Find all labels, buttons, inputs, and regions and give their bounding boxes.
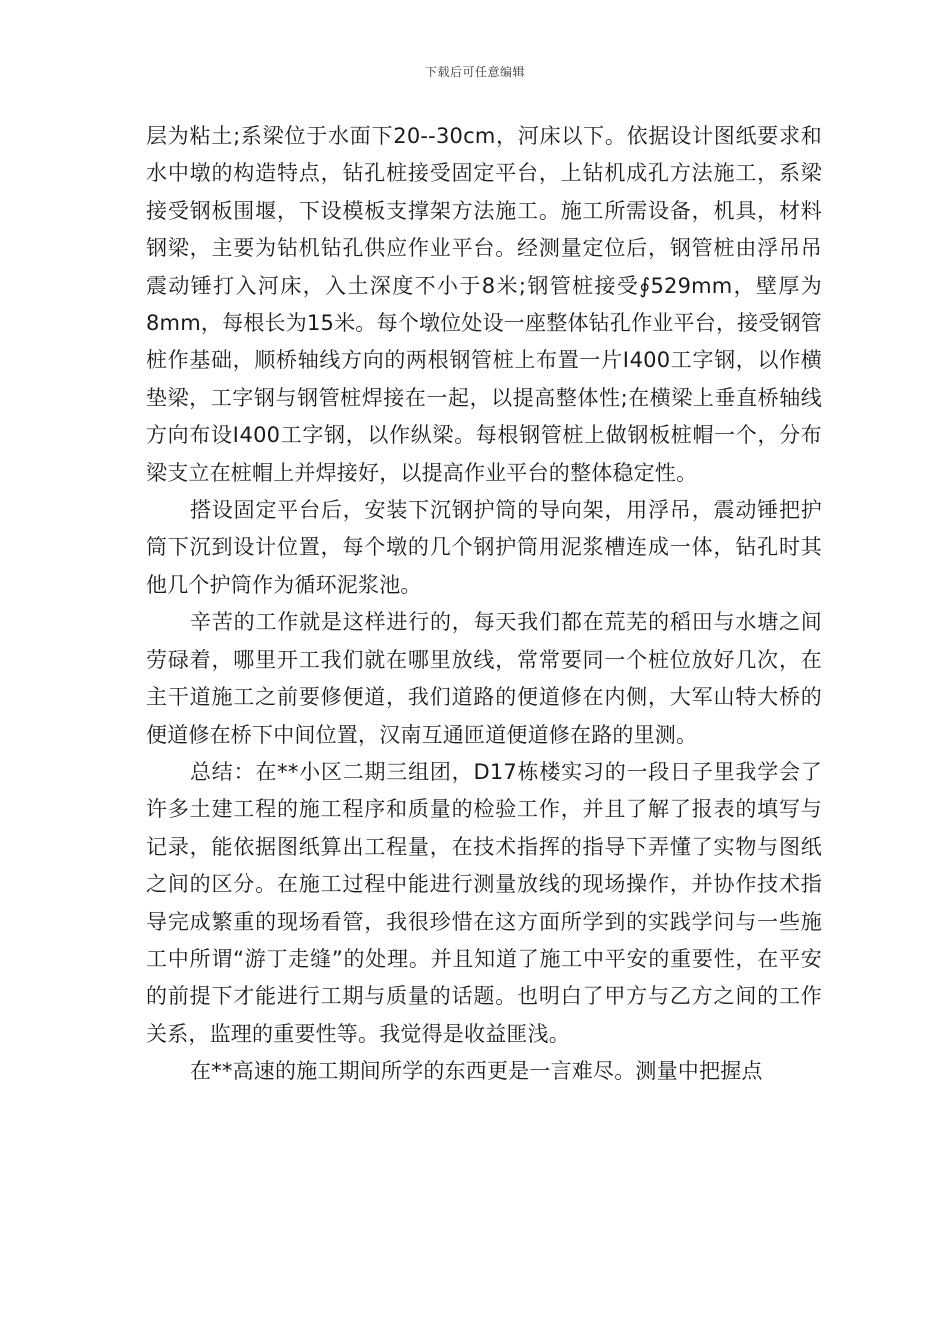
paragraph-highway: 在**高速的施工期间所学的东西更是一言难尽。测量中把握点 [190,1059,763,1084]
paragraph-continuation: 层为粘土;系梁位于水面下20--30cm，河床以下。依据设计图纸要求和水中墩的构造特点，钻孔桩接受固定平台，上钻机成孔方法施工，系梁接受钢板围堰，下设模板支撑架方法施工。施工所需设备，机具，材料钢梁，主要为钻机钻孔供应作业平台。经测量定位后，钢管桩由浮吊吊震动锤打入河床，入土深度不小于8米;钢管桩接受∮529mm，壁厚为8mm，每根长为15米。每个墩位处设一座整体钻孔作业平台，接受钢管桩作基础，顺桥轴线方向的两根钢管桩上布置一片Ⅰ400工字钢，以作横垫梁，工字钢与钢管桩焊接在一起，以提高整体性;在横梁上垂直桥轴线方向布设Ⅰ400工字钢，以作纵梁。每根钢管桩上做钢板桩帽一个，分布梁支立在桩帽上并焊接好，以提高作业平台的整体稳定性。 [146,124,822,485]
paragraph-platform: 搭设固定平台后，安装下沉钢护筒的导向架，用浮吊，震动锤把护筒下沉到设计位置，每个墩的几个钢护筒用泥浆槽连成一体，钻孔时其他几个护筒作为循环泥浆池。 [146,498,822,597]
paragraph-work: 辛苦的工作就是这样进行的，每天我们都在荒芜的稻田与水塘之间劳碌着，哪里开工我们就在哪里放线，常常要同一个桩位放好几次，在主干道施工之前要修便道，我们道路的便道修在内侧，大军山特大桥的便道修在桥下中间位置，汉南互通匝道便道修在路的里测。 [146,610,822,747]
paragraph-summary: 总结：在**小区二期三组团，D17栋楼实习的一段日子里我学会了许多土建工程的施工程序和质量的检验工作，并且了解了报表的填写与记录，能依据图纸算出工程量，在技术指挥的指导下弄懂了实物与图纸之间的区分。在施工过程中能进行测量放线的现场操作，并协作技术指导完成繁重的现场看管，我很珍惜在这方面所学到的实践学问与一些施工中所谓“游丁走缝”的处理。并且知道了施工中平安的重要性，在平安的前提下才能进行工期与质量的话题。也明白了甲方与乙方之间的工作关系，监理的重要性等。我觉得是收益匪浅。 [146,759,822,1046]
document-body [146,118,822,1091]
page-header: 下载后可任意编辑 [424,65,525,79]
